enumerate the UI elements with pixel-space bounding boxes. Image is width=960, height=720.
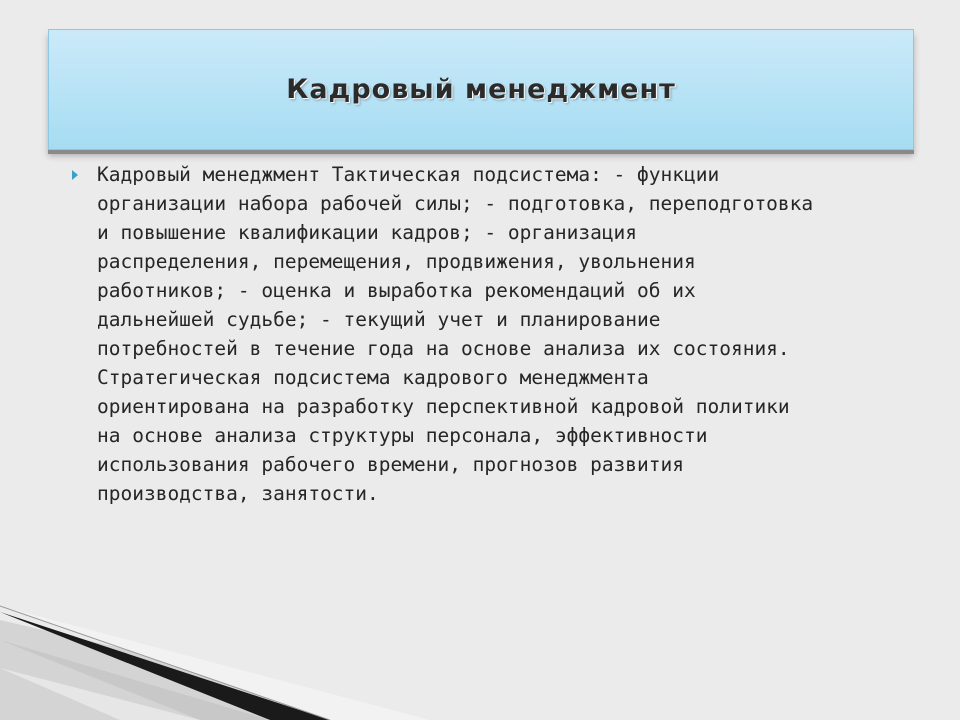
slide-title: Кадровый менеджмент (286, 74, 676, 105)
slide-body-text: Кадровый менеджмент Тактическая подсистема: - функции организации набора рабочей силы; - подготовка, переподготовка и повышение квалификации кадров; - организация распределения, перемещения, продвижения, увольнения работников; - оценка и выработка рекомендаций об их дальнейшей судьбе; - текущий учет и планирование потребностей в течение года на основе анализа их состояния. Стратегическая подсистема кадрового менеджмента ориентирована на разработку перспективной кадровой политики на основе анализа структуры персонала, эффективности использования рабочего времени, прогнозов развития производства, занятости. (97, 163, 814, 505)
